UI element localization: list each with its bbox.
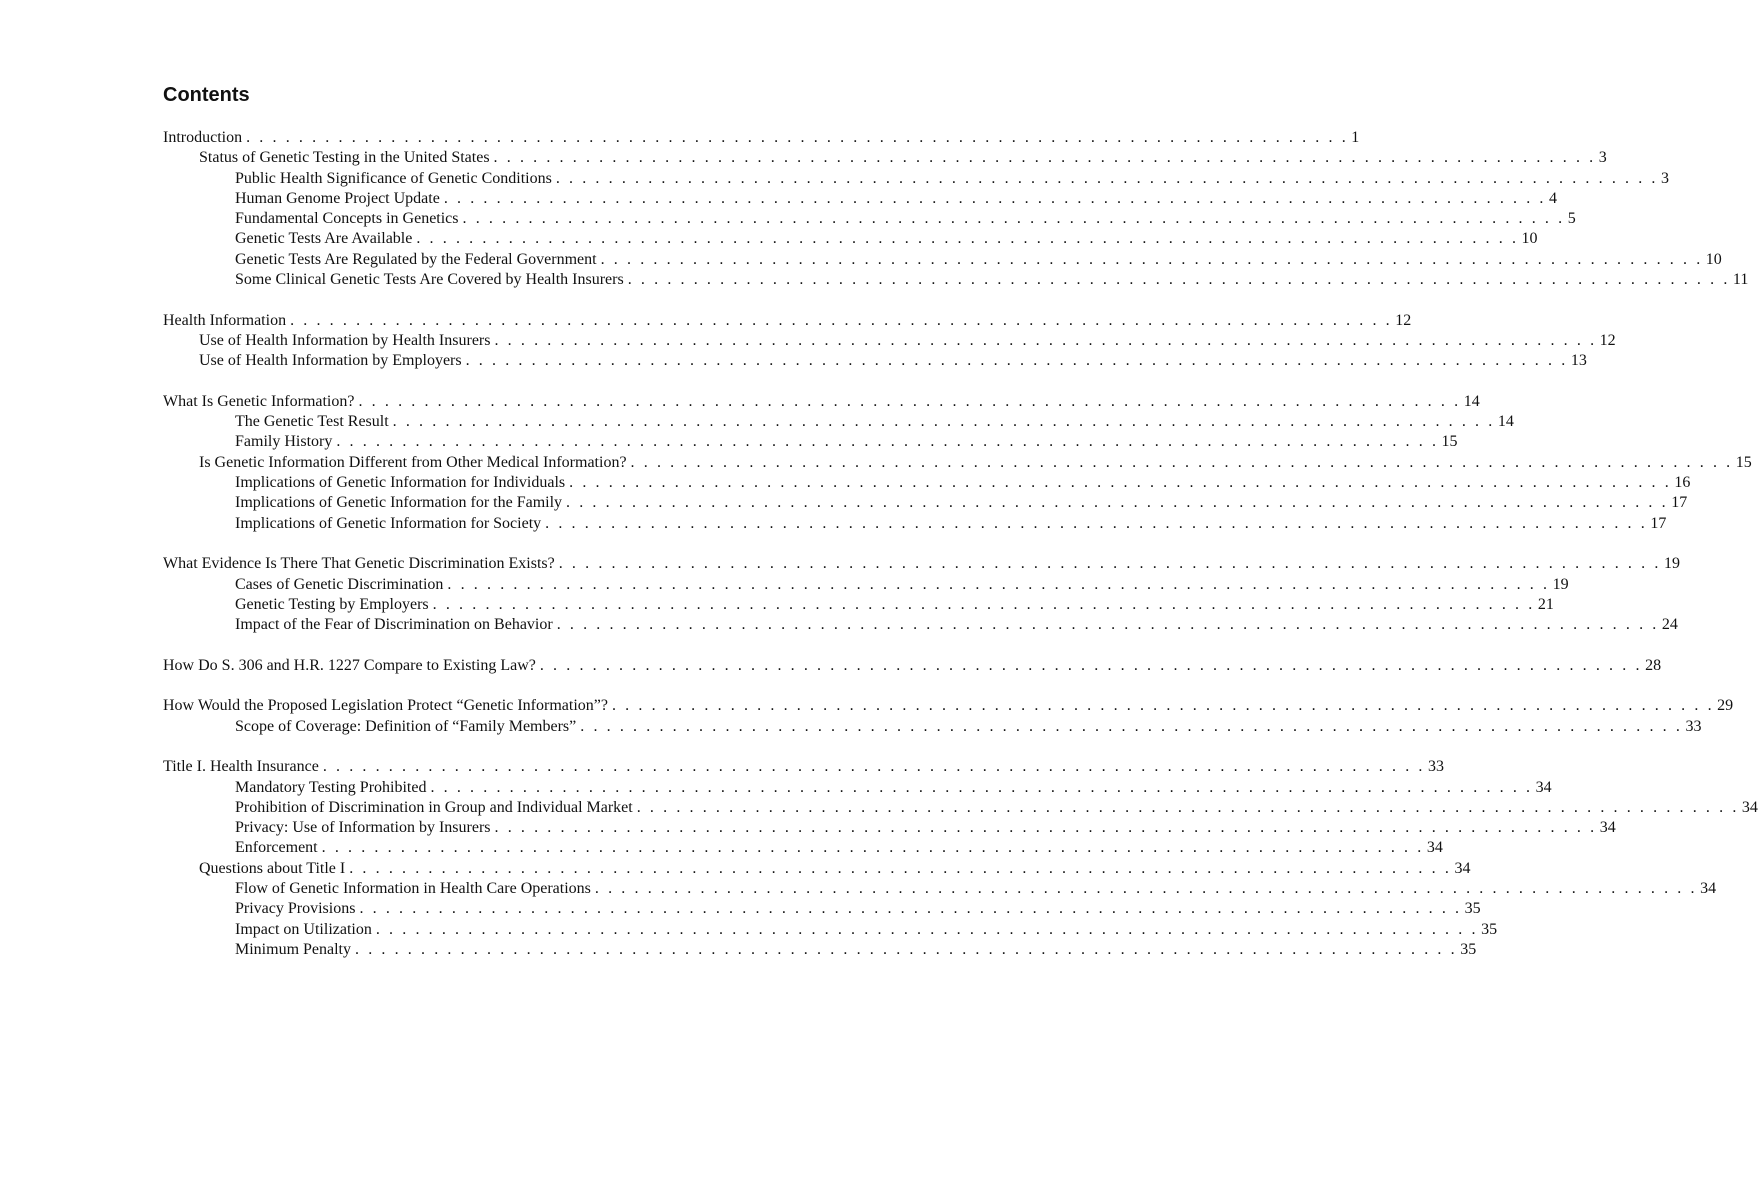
toc-entry[interactable] xyxy=(163,453,1752,473)
toc-entry[interactable] xyxy=(163,148,1607,168)
dot-leader: . . . . . . . . . . . . . . . . . . . . . . . . . . . . . . . . . . . . . . . . . . . . . . . . . . . . . . . . . . . . . . . . . . . . . . . . . . . . . . . . . . . . xyxy=(322,758,1426,776)
toc-section xyxy=(163,696,1734,737)
toc-entry[interactable] xyxy=(163,838,1443,858)
toc-entry-title: Implications of Genetic Information for the Family xyxy=(235,494,563,512)
toc-entry[interactable] xyxy=(163,432,1458,452)
toc-entry[interactable] xyxy=(163,940,1477,960)
toc-entry-title: Genetic Tests Are Regulated by the Federal Government xyxy=(235,250,597,268)
toc-page-number: 3 xyxy=(1598,149,1607,167)
dot-leader: . . . . . . . . . . . . . . . . . . . . . . . . . . . . . . . . . . . . . . . . . . . . . . . . . . . . . . . . . . . . . . . . . . . . . . . . . . . . . . . . . . . . xyxy=(355,940,1458,958)
toc-entry-title: Impact on Utilization xyxy=(235,920,372,938)
toc-entry[interactable] xyxy=(163,757,1445,777)
toc-page-number: 24 xyxy=(1661,616,1678,634)
toc-entry-title: Minimum Penalty xyxy=(235,940,351,958)
toc-entry-title: The Genetic Test Result xyxy=(235,413,389,431)
toc-entry[interactable] xyxy=(163,818,1616,838)
toc-page-number: 12 xyxy=(1395,311,1412,329)
toc-section xyxy=(163,554,1680,635)
toc-page-number: 34 xyxy=(1700,879,1717,897)
dot-leader: . . . . . . . . . . . . . . . . . . . . . . . . . . . . . . . . . . . . . . . . . . . . . . . . . . . . . . . . . . . . . . . . . . . . . . . . . . . . . . . . . . . . xyxy=(494,819,1597,837)
dot-leader: . . . . . . . . . . . . . . . . . . . . . . . . . . . . . . . . . . . . . . . . . . . . . . . . . . . . . . . . . . . . . . . . . . . . . . . . . . . . . . . . . . . . xyxy=(600,250,1703,268)
dot-leader: . . . . . . . . . . . . . . . . . . . . . . . . . . . . . . . . . . . . . . . . . . . . . . . . . . . . . . . . . . . . . . . . . . . . . . . . . . . . . . . . . . . . xyxy=(580,717,1683,735)
document-page xyxy=(163,80,1758,980)
toc-entry-title: Genetic Testing by Employers xyxy=(235,595,429,613)
toc-entry-title: Status of Genetic Testing in the United States xyxy=(199,149,490,167)
toc-entry[interactable] xyxy=(163,229,1538,249)
toc-entry-title: Enforcement xyxy=(235,839,318,857)
toc-entry-title: Public Health Significance of Genetic Conditions xyxy=(235,169,552,187)
toc-entry[interactable] xyxy=(163,128,1360,148)
toc-page-number: 17 xyxy=(1650,514,1667,532)
dot-leader: . . . . . . . . . . . . . . . . . . . . . . . . . . . . . . . . . . . . . . . . . . . . . . . . . . . . . . . . . . . . . . . . . . . . . . . . . . . . . . . . . . . . xyxy=(336,433,1439,451)
toc-page-number: 19 xyxy=(1663,555,1680,573)
toc-entry[interactable] xyxy=(163,920,1498,940)
toc-entry[interactable] xyxy=(163,189,1558,209)
dot-leader: . . . . . . . . . . . . . . . . . . . . . . . . . . . . . . . . . . . . . . . . . . . . . . . . . . . . . . . . . . . . . . . . . . . . . . . . . . . . . . . . . . . . xyxy=(611,697,1715,715)
toc-section xyxy=(163,392,1752,534)
toc-page-number: 35 xyxy=(1481,920,1498,938)
dot-leader: . . . . . . . . . . . . . . . . . . . . . . . . . . . . . . . . . . . . . . . . . . . . . . . . . . . . . . . . . . . . . . . . . . . . . . . . . . . . . . . . . . . . xyxy=(545,514,1648,532)
toc-entry-title: Privacy: Use of Information by Insurers xyxy=(235,819,491,837)
toc-entry-title: Some Clinical Genetic Tests Are Covered by Health Insurers xyxy=(235,271,624,289)
toc-section xyxy=(163,656,1662,676)
toc-entry-title: What Is Genetic Information? xyxy=(163,392,355,410)
dot-leader: . . . . . . . . . . . . . . . . . . . . . . . . . . . . . . . . . . . . . . . . . . . . . . . . . . . . . . . . . . . . . . . . . . . . . . . . . . . . . . . . . . . . xyxy=(432,595,1535,613)
toc-entry[interactable] xyxy=(163,473,1691,493)
toc-page-number: 3 xyxy=(1661,169,1670,187)
dot-leader: . . . . . . . . . . . . . . . . . . . . . . . . . . . . . . . . . . . . . . . . . . . . . . . . . . . . . . . . . . . . . . . . . . . . . . . . . . . . . . . . . . . . xyxy=(555,169,1659,187)
toc-entry-title: Fundamental Concepts in Genetics xyxy=(235,210,459,228)
toc-entry-title: Scope of Coverage: Definition of “Family Members” xyxy=(235,717,577,735)
dot-leader: . . . . . . . . . . . . . . . . . . . . . . . . . . . . . . . . . . . . . . . . . . . . . . . . . . . . . . . . . . . . . . . . . . . . . . . . . . . . . . . . . . . . xyxy=(494,331,1597,349)
toc-entry-title: Questions about Title I xyxy=(199,859,346,877)
dot-leader: . . . . . . . . . . . . . . . . . . . . . . . . . . . . . . . . . . . . . . . . . . . . . . . . . . . . . . . . . . . . . . . . . . . . . . . . . . . . . . . . . . . . xyxy=(358,392,1461,410)
toc-entry-title: Family History xyxy=(235,433,333,451)
toc-page-number: 11 xyxy=(1732,271,1749,289)
dot-leader: . . . . . . . . . . . . . . . . . . . . . . . . . . . . . . . . . . . . . . . . . . . . . . . . . . . . . . . . . . . . . . . . . . . . . . . . . . . . . . . . . . . . xyxy=(539,656,1643,674)
toc-entry[interactable] xyxy=(163,392,1480,412)
toc-page-number: 34 xyxy=(1599,819,1616,837)
toc-page-number: 34 xyxy=(1454,859,1471,877)
toc-entry-title: Implications of Genetic Information for Individuals xyxy=(235,474,566,492)
toc-section xyxy=(163,757,1758,960)
toc-entry-title: Genetic Tests Are Available xyxy=(235,230,413,248)
toc-page-number: 15 xyxy=(1735,453,1752,471)
toc-entry-title: Is Genetic Information Different from Other Medical Information? xyxy=(199,453,627,471)
dot-leader: . . . . . . . . . . . . . . . . . . . . . . . . . . . . . . . . . . . . . . . . . . . . . . . . . . . . . . . . . . . . . . . . . . . . . . . . . . . . . . . . . . . . xyxy=(416,230,1519,248)
toc-entry-title: Use of Health Information by Health Insurers xyxy=(199,331,491,349)
toc-entry[interactable] xyxy=(163,656,1662,676)
toc-entry[interactable] xyxy=(163,615,1678,635)
toc-page-number: 14 xyxy=(1497,413,1514,431)
toc-page-number: 17 xyxy=(1671,494,1688,512)
toc-entry[interactable] xyxy=(163,899,1481,919)
dot-leader: . . . . . . . . . . . . . . . . . . . . . . . . . . . . . . . . . . . . . . . . . . . . . . . . . . . . . . . . . . . . . . . . . . . . . . . . . . . . . . . . . . . . xyxy=(443,189,1547,207)
dot-leader: . . . . . . . . . . . . . . . . . . . . . . . . . . . . . . . . . . . . . . . . . . . . . . . . . . . . . . . . . . . . . . . . . . . . . . . . . . . . . . . . . . . . xyxy=(447,575,1550,593)
toc-page-number: 21 xyxy=(1537,595,1554,613)
toc-entry-title: Implications of Genetic Information for Society xyxy=(235,514,542,532)
dot-leader: . . . . . . . . . . . . . . . . . . . . . . . . . . . . . . . . . . . . . . . . . . . . . . . . . . . . . . . . . . . . . . . . . . . . . . . . . . . . . . . . . . . . xyxy=(290,311,1393,329)
toc-entry[interactable] xyxy=(163,493,1688,513)
toc-page-number: 35 xyxy=(1460,940,1477,958)
toc-entry[interactable] xyxy=(163,798,1758,818)
toc-entry[interactable] xyxy=(163,696,1734,716)
dot-leader: . . . . . . . . . . . . . . . . . . . . . . . . . . . . . . . . . . . . . . . . . . . . . . . . . . . . . . . . . . . . . . . . . . . . . . . . . . . . . . . . . . . . xyxy=(430,778,1533,796)
toc-section xyxy=(163,311,1616,372)
dot-leader: . . . . . . . . . . . . . . . . . . . . . . . . . . . . . . . . . . . . . . . . . . . . . . . . . . . . . . . . . . . . . . . . . . . . . . . . . . . . . . . . . . . . xyxy=(359,900,1462,918)
toc-page-number: 16 xyxy=(1674,474,1691,492)
toc-entry[interactable] xyxy=(163,331,1616,351)
toc-page-number: 10 xyxy=(1521,230,1538,248)
toc-entry[interactable] xyxy=(163,717,1702,737)
toc-entry[interactable] xyxy=(163,412,1514,432)
toc-entry-title: How Would the Proposed Legislation Protect “Genetic Information”? xyxy=(163,697,608,715)
toc-entry[interactable] xyxy=(163,311,1412,331)
toc-entry-title: Health Information xyxy=(163,311,287,329)
dot-leader: . . . . . . . . . . . . . . . . . . . . . . . . . . . . . . . . . . . . . . . . . . . . . . . . . . . . . . . . . . . . . . . . . . . . . . . . . . . . . . . . . . . . xyxy=(569,474,1672,492)
toc-entry[interactable] xyxy=(163,879,1717,899)
dot-leader: . . . . . . . . . . . . . . . . . . . . . . . . . . . . . . . . . . . . . . . . . . . . . . . . . . . . . . . . . . . . . . . . . . . . . . . . . . . . . . . . . . . . xyxy=(321,839,1424,857)
toc-entry[interactable] xyxy=(163,859,1471,879)
toc-page-number: 33 xyxy=(1428,758,1445,776)
toc-entry-title: Privacy Provisions xyxy=(235,900,356,918)
toc-entry-title: Cases of Genetic Discrimination xyxy=(235,575,444,593)
toc-page-number: 19 xyxy=(1552,575,1569,593)
table-of-contents xyxy=(163,128,1758,960)
dot-leader: . . . . . . . . . . . . . . . . . . . . . . . . . . . . . . . . . . . . . . . . . . . . . . . . . . . . . . . . . . . . . . . . . . . . . . . . . . . . . . . . . . . . xyxy=(465,352,1568,370)
toc-entry[interactable] xyxy=(163,169,1670,189)
toc-entry[interactable] xyxy=(163,575,1569,595)
toc-page-number: 1 xyxy=(1351,129,1360,146)
toc-entry-title: Human Genome Project Update xyxy=(235,189,440,207)
toc-page-number: 29 xyxy=(1717,697,1734,715)
toc-page-number: 10 xyxy=(1705,250,1722,268)
toc-page-number: 15 xyxy=(1441,433,1458,451)
toc-entry[interactable] xyxy=(163,595,1554,615)
toc-section xyxy=(163,128,1749,290)
toc-page-number: 35 xyxy=(1464,900,1481,918)
toc-page-number: 13 xyxy=(1570,352,1587,370)
dot-leader: . . . . . . . . . . . . . . . . . . . . . . . . . . . . . . . . . . . . . . . . . . . . . . . . . . . . . . . . . . . . . . . . . . . . . . . . . . . . . . . . . . . . xyxy=(558,555,1661,573)
toc-page-number: 5 xyxy=(1567,210,1576,228)
contents-heading: Contents xyxy=(163,84,250,106)
toc-entry-title: Impact of the Fear of Discrimination on Behavior xyxy=(235,616,553,634)
toc-entry-title: Prohibition of Discrimination in Group and Individual Market xyxy=(235,798,633,816)
toc-page-number: 14 xyxy=(1463,392,1480,410)
dot-leader: . . . . . . . . . . . . . . . . . . . . . . . . . . . . . . . . . . . . . . . . . . . . . . . . . . . . . . . . . . . . . . . . . . . . . . . . . . . . . . . . . . . . xyxy=(636,798,1739,816)
toc-page-number: 12 xyxy=(1599,331,1616,349)
toc-entry-title: Introduction xyxy=(163,129,243,146)
toc-entry-title: Mandatory Testing Prohibited xyxy=(235,778,427,796)
dot-leader: . . . . . . . . . . . . . . . . . . . . . . . . . . . . . . . . . . . . . . . . . . . . . . . . . . . . . . . . . . . . . . . . . . . . . . . . . . . . . . . . . . . . xyxy=(630,453,1733,471)
toc-page-number: 28 xyxy=(1645,656,1662,674)
toc-page-number: 34 xyxy=(1426,839,1443,857)
toc-page-number: 34 xyxy=(1535,778,1552,796)
toc-page-number: 4 xyxy=(1549,189,1558,207)
toc-entry-title: Use of Health Information by Employers xyxy=(199,352,462,370)
toc-entry[interactable] xyxy=(163,351,1587,371)
toc-entry-title: What Evidence Is There That Genetic Discrimination Exists? xyxy=(163,555,555,573)
toc-entry-title: Flow of Genetic Information in Health Care Operations xyxy=(235,879,591,897)
dot-leader: . . . . . . . . . . . . . . . . . . . . . . . . . . . . . . . . . . . . . . . . . . . . . . . . . . . . . . . . . . . . . . . . . . . . . . . . . . . . . . . . . . . . xyxy=(627,271,1730,289)
dot-leader: . . . . . . . . . . . . . . . . . . . . . . . . . . . . . . . . . . . . . . . . . . . . . . . . . . . . . . . . . . . . . . . . . . . . . . . . . . . . . . . . . . . . xyxy=(493,149,1596,167)
toc-entry[interactable] xyxy=(163,554,1680,574)
dot-leader: . . . . . . . . . . . . . . . . . . . . . . . . . . . . . . . . . . . . . . . . . . . . . . . . . . . . . . . . . . . . . . . . . . . . . . . . . . . . . . . . . . . . xyxy=(556,616,1659,634)
dot-leader: . . . . . . . . . . . . . . . . . . . . . . . . . . . . . . . . . . . . . . . . . . . . . . . . . . . . . . . . . . . . . . . . . . . . . . . . . . . . . . . . . . . . xyxy=(392,413,1495,431)
toc-page-number: 33 xyxy=(1685,717,1702,735)
toc-entry-title: Title I. Health Insurance xyxy=(163,758,319,776)
dot-leader: . . . . . . . . . . . . . . . . . . . . . . . . . . . . . . . . . . . . . . . . . . . . . . . . . . . . . . . . . . . . . . . . . . . . . . . . . . . . . . . . . . . . xyxy=(594,879,1698,897)
toc-page-number: 34 xyxy=(1741,798,1758,816)
dot-leader: . . . . . . . . . . . . . . . . . . . . . . . . . . . . . . . . . . . . . . . . . . . . . . . . . . . . . . . . . . . . . . . . . . . . . . . . . . . . . . . . . . . . xyxy=(462,210,1565,228)
toc-entry[interactable] xyxy=(163,270,1749,290)
dot-leader: . . . . . . . . . . . . . . . . . . . . . . . . . . . . . . . . . . . . . . . . . . . . . . . . . . . . . . . . . . . . . . . . . . . . . . . . . . . . . . . . . . . . xyxy=(375,920,1479,938)
toc-entry[interactable] xyxy=(163,209,1576,229)
toc-entry[interactable] xyxy=(163,778,1552,798)
dot-leader: . . . . . . . . . . . . . . . . . . . . . . . . . . . . . . . . . . . . . . . . . . . . . . . . . . . . . . . . . . . . . . . . . . . . . . . . . . . . . . . . . . . . xyxy=(349,859,1452,877)
dot-leader: . . . . . . . . . . . . . . . . . . . . . . . . . . . . . . . . . . . . . . . . . . . . . . . . . . . . . . . . . . . . . . . . . . . . . . . . . . . . . . . . . . . . xyxy=(246,129,1349,146)
toc-entry[interactable] xyxy=(163,250,1722,270)
toc-entry[interactable] xyxy=(163,514,1667,534)
toc-entry-title: How Do S. 306 and H.R. 1227 Compare to Existing Law? xyxy=(163,656,536,674)
dot-leader: . . . . . . . . . . . . . . . . . . . . . . . . . . . . . . . . . . . . . . . . . . . . . . . . . . . . . . . . . . . . . . . . . . . . . . . . . . . . . . . . . . . . xyxy=(566,494,1669,512)
